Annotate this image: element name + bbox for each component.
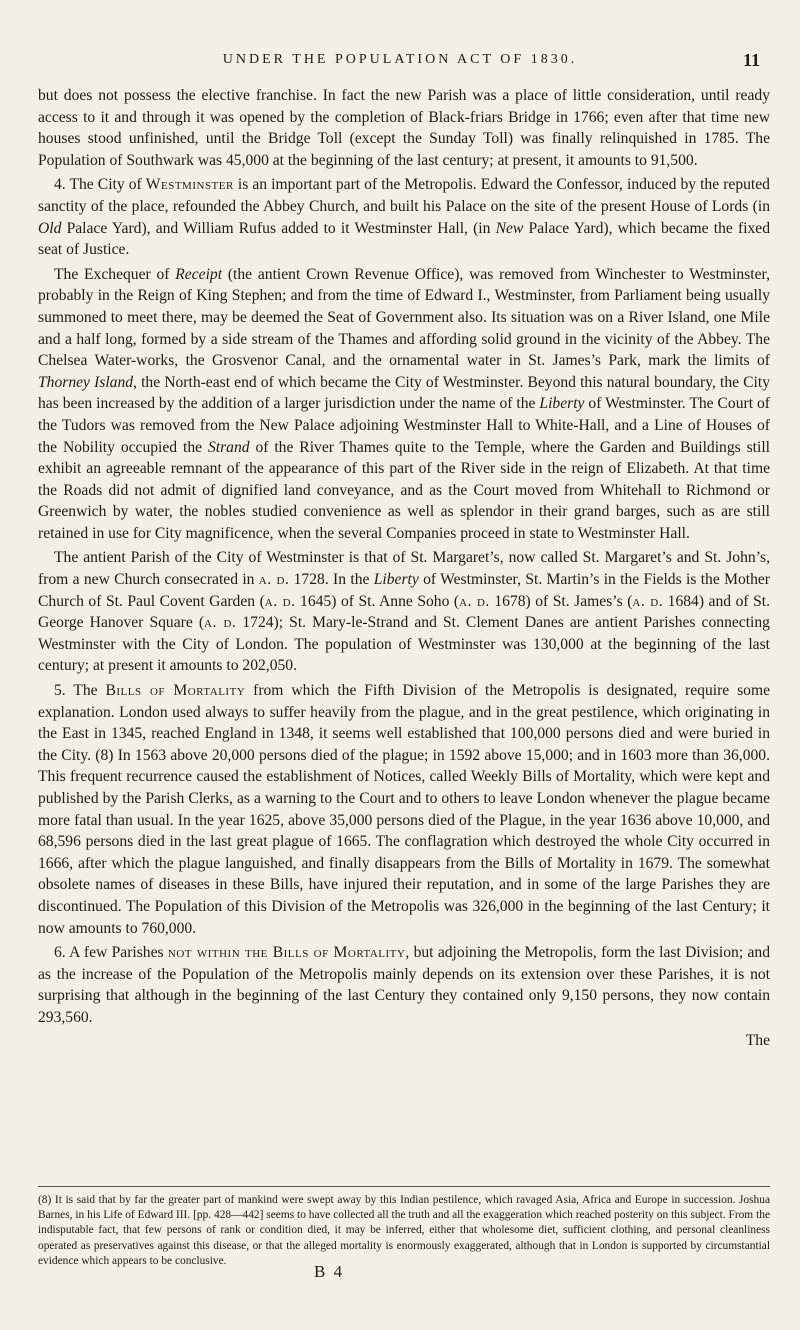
paragraph: The antient Parish of the City of Westminster is that of St. Margaret’s, now called St. Margaret’s and St. John’s, from a new Church consecrated in a. d. 1728. In the Liberty of Westminster, St. Martin’s in the Fields is the Mother Church of St. Paul Covent Garden (a. d. 1645) of St. Anne Soho (a. d. 1678) of St. James’s (a. d. 1684) and of St. George Hanover Square (a. d. 1724); St. Mary-le-Strand and St. Clement Danes are antient Parishes connecting Westminster with the City of London. The population of Westminster was 130,000 at the beginning of the last century; at present it amounts to 202,050. <box>38 549 771 675</box>
paragraph: but does not possess the elective franchise. In fact the new Parish was a place of little consideration, until ready access to it and through it was opened by the completion of Black-friars Bridge in 1766; even after that time new houses stood unfinished, until the Bridge Toll (except the Sunday Toll) was finally relinquished in 1785. The Population of Southwark was 45,000 at the beginning of the last century; at present, it amounts to 91,500. <box>38 87 770 169</box>
paragraph: 6. A few Parishes not within the Bills of Mortality, but adjoining the Metropolis, form the last Division; and as the increase of the Population of the Metropolis mainly depends on its extension over these Parishes, it is not surprising that although in the beginning of the last Century they contained only 9,150 persons, they now contain 293,560. <box>38 944 771 1026</box>
catchword: The <box>745 1031 770 1049</box>
page-number: 11 <box>743 50 761 70</box>
paragraph: 5. The Bills of Mortality from which the Fifth Division of the Metropolis is designated, require some explanation. London used always to suffer heavily from the plague, and in the great pestilence, which originating in the East in 1345, reached England in 1348, it seems well established that 100,000 persons died and were buried in the City. (8) In 1563 above 20,000 persons died of the plague; in 1592 above 15,000; and in 1603 more than 36,000. This frequent recurrence caused the establishment of Notices, called Weekly Bills of Mortality, which were kept and published by the Parish Clerks, as a warning to the Court and to others to leave London whenever the plague became more fatal than usual. In the year 1625, above 35,000 persons died of the Plague, in the year 1636 above 10,000, and 68,596 persons died in the last great plague of 1665. The conflagration which destroyed the whole City occurred in 1666, after which the plague languished, and finally disappears from the Bills of Mortality in 1679. The somewhat obsolete names of diseases in these Bills, have injured their reputation, and in some of the large Parishes they are discontinued. The Population of this Division of the Metropolis was 326,000 in the beginning of the last Century; it now amounts to 760,000. <box>38 682 770 937</box>
body-text <box>38 85 770 1051</box>
paragraph: 4. The City of Westminster is an important part of the Metropolis. Edward the Confessor, induced by the reputed sanctity of the place, refounded the Abbey Church, and built his Palace on the site of the present House of Lords (in Old Palace Yard), and William Rufus added to it Westminster Hall, (in New Palace Yard), which became the fixed seat of Justice. <box>38 176 770 259</box>
footnote-rule <box>38 1186 770 1187</box>
paragraph: The Exchequer of Receipt (the antient Crown Revenue Office), was removed from Winchester to Westminster, probably in the Reign of King Stephen; and from the time of Edward I., Westminster, from Parliament being usually summoned to meet there, may be deemed the Seat of Government also. Its situation was on a River Island, one Mile and a half long, formed by a side stream of the Thames and affording solid ground in the vicinity of the Abbey. The Chelsea Water-works, the Grosvenor Canal, and the ornamental water in St. James’s Park, mark the limits of Thorney Island, the North-east end of which became the City of Westminster. Beyond this natural boundary, the City has been increased by the addition of a larger jurisdiction under the name of the Liberty of Westminster. The Court of the Tudors was removed from the New Palace adjoining Westminster Hall to White-Hall, and a Line of Houses of the Nobility occupied the Strand of the River Thames quite to the Temple, where the Garden and Buildings still exhibit an agreeable remnant of the appearance of this part of the River side in the reign of Elizabeth. At that time the Roads did not admit of dignified land conveyance, and as the Court moved from Whitehall to Richmond or Greenwich by water, the nobles studied convenience as well as splendor in their grand barges, such as are still retained in use for City magnificence, when the several Companies proceed in state to Westminster Hall. <box>38 265 771 542</box>
footnote: (8) It is said that by far the greater part of mankind were swept away by this Indian pestilence, which ravaged Asia, Africa and Europe in succession. Joshua Barnes, in his Life of Edward III. [pp. 428—442] seems to have collected all the truth and all the exaggeration which reached posterity on this subject. From the indisputable fact, that few persons of rank or condition died, it may be inferred, either that wholesome diet, sufficient clothing, and personal cleanliness operated as preservatives against this disease, or that the alleged mortality is enormously exaggerated, although that in London is supported by circumstantial evidence which appears to be conclusive. <box>38 1194 770 1267</box>
signature-mark: B 4 <box>314 1262 345 1281</box>
running-head: UNDER THE POPULATION ACT OF 1830. <box>222 52 578 67</box>
